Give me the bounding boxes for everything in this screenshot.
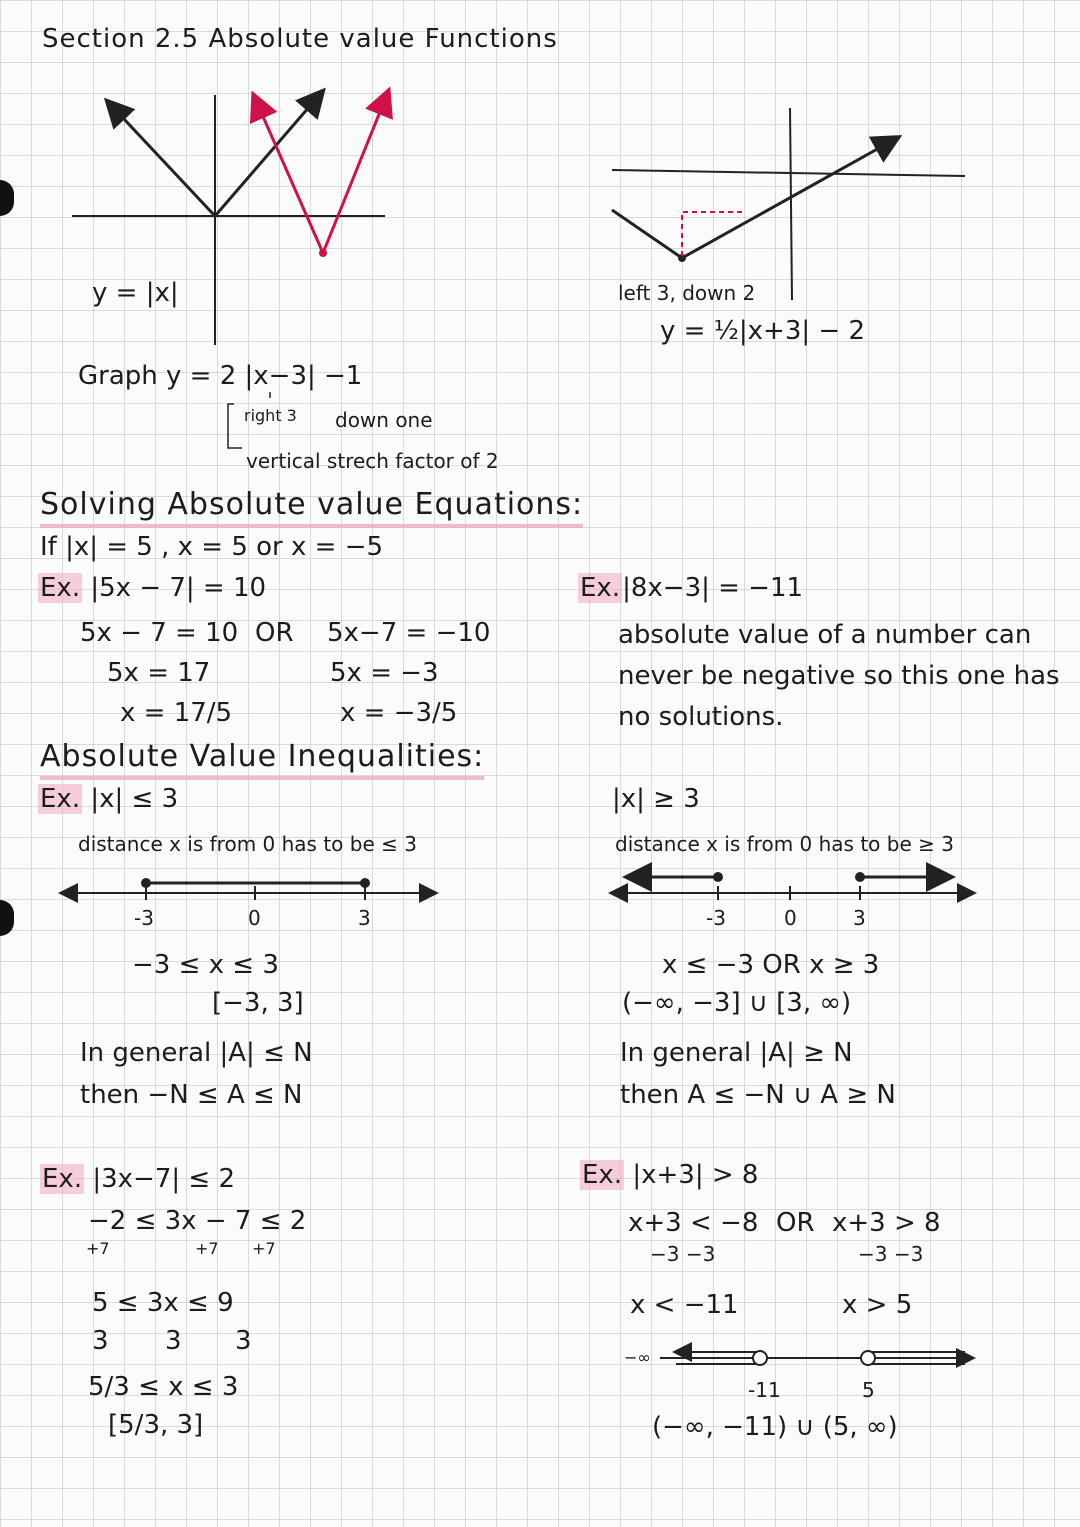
ex1-left2: 5x = 17 — [107, 658, 211, 688]
ex4-left-step1: x+3 < −8 — [628, 1208, 759, 1238]
ex4-axis-neg-inf: −∞ — [624, 1348, 651, 1367]
ineq-right-general2: then A ≤ −N ∪ A ≥ N — [620, 1080, 896, 1110]
ineq-left-general2: then −N ≤ A ≤ N — [80, 1080, 303, 1110]
section-title: Section 2.5 Absolute value Functions — [42, 24, 558, 54]
ex1-left1: 5x − 7 = 10 — [80, 618, 239, 648]
ex1-right1: 5x−7 = −10 — [327, 618, 491, 648]
ineq-right-result: x ≤ −3 OR x ≥ 3 — [662, 950, 880, 980]
graph1-label: y = |x| — [92, 278, 179, 308]
inequalities-heading-text: Absolute Value Inequalities: — [40, 739, 484, 780]
graph2-curve — [612, 138, 897, 262]
ineq-right-problem: |x| ≥ 3 — [612, 784, 700, 814]
ineq-right-tick-neg3: -3 — [706, 906, 726, 930]
ex1-label: Ex. — [40, 573, 81, 603]
graph2-equation: y = ½|x+3| − 2 — [660, 316, 865, 346]
ineq-right-tick-3: 3 — [853, 906, 866, 930]
number-line-example4 — [660, 1351, 972, 1365]
ex4-right-sub: −3 −3 — [858, 1242, 924, 1266]
note-down-one: down one — [335, 408, 433, 432]
ineq-left-result: −3 ≤ x ≤ 3 — [132, 950, 279, 980]
ex1-or: OR — [255, 618, 294, 648]
ex2-problem: |8x−3| = −11 — [622, 573, 804, 603]
ex4-or: OR — [776, 1208, 815, 1238]
ex3-div-2: 3 — [165, 1326, 182, 1356]
ex3-step2: 5 ≤ 3x ≤ 9 — [92, 1288, 234, 1318]
inequalities-heading — [40, 739, 485, 774]
number-line-right — [610, 872, 973, 900]
graph2-shift-label: left 3, down 2 — [618, 281, 756, 305]
note-right-3: right 3 — [244, 406, 297, 425]
graph-example-equation: Graph y = 2 |x−3| −1 — [78, 361, 363, 391]
ineq-left-interval: [−3, 3] — [212, 988, 304, 1018]
ineq-left-tick-3: 3 — [358, 906, 371, 930]
ex2-label: Ex. — [580, 573, 621, 603]
ex3-problem: |3x−7| ≤ 2 — [92, 1164, 235, 1194]
ex4-right-result: x > 5 — [842, 1290, 913, 1320]
ex3-label: Ex. — [42, 1164, 83, 1194]
ineq-left-tick-neg3: -3 — [134, 906, 154, 930]
ex3-div-3: 3 — [235, 1326, 252, 1356]
ex1-problem: |5x − 7| = 10 — [90, 573, 267, 603]
abs-rule: If |x| = 5 , x = 5 or x = −5 — [40, 532, 384, 562]
ex3-add-3: +7 — [252, 1239, 276, 1258]
ineq-right-note: distance x is from 0 has to be ≥ 3 — [615, 832, 954, 856]
ex4-label: Ex. — [582, 1160, 623, 1190]
ex1-left3: x = 17/5 — [120, 698, 233, 728]
ex2-line3: no solutions. — [618, 702, 784, 732]
ineq-right-tick-0: 0 — [784, 906, 797, 930]
graph1-red-curve — [254, 92, 388, 257]
ex4-tick-5: 5 — [862, 1378, 875, 1402]
ineq-left-note: distance x is from 0 has to be ≤ 3 — [78, 832, 417, 856]
ineq-right-general1: In general |A| ≥ N — [620, 1038, 853, 1068]
ex4-tick-neg11: -11 — [748, 1378, 781, 1402]
ex1-right3: x = −3/5 — [340, 698, 458, 728]
ex3-add-2: +7 — [195, 1239, 219, 1258]
ex4-left-sub: −3 −3 — [650, 1242, 716, 1266]
ex1-right2: 5x = −3 — [330, 658, 439, 688]
ineq-left-label: Ex. — [40, 784, 81, 814]
graph2-axes — [612, 108, 965, 300]
ineq-left-tick-0: 0 — [248, 906, 261, 930]
note-stretch: vertical strech factor of 2 — [246, 449, 499, 473]
ex2-line2: never be negative so this one has — [618, 661, 1060, 691]
ex2-line1: absolute value of a number can — [618, 620, 1032, 650]
ex4-right-step1: x+3 > 8 — [832, 1208, 941, 1238]
ex3-add-1: +7 — [86, 1239, 110, 1258]
number-line-left — [60, 878, 435, 900]
ex3-step1: −2 ≤ 3x − 7 ≤ 2 — [88, 1206, 307, 1236]
ineq-right-interval: (−∞, −3] ∪ [3, ∞) — [622, 988, 852, 1018]
ex4-interval: (−∞, −11) ∪ (5, ∞) — [652, 1412, 898, 1442]
ex4-problem: |x+3| > 8 — [632, 1160, 759, 1190]
equations-heading-text: Solving Absolute value Equations: — [40, 487, 583, 528]
equations-heading — [40, 487, 584, 522]
ex4-left-result: x < −11 — [630, 1290, 739, 1320]
ineq-left-general1: In general |A| ≤ N — [80, 1038, 313, 1068]
ex3-interval: [5/3, 3] — [108, 1410, 204, 1440]
ineq-left-problem: |x| ≤ 3 — [90, 784, 179, 814]
ex3-div-1: 3 — [92, 1326, 109, 1356]
ex3-step3: 5/3 ≤ x ≤ 3 — [88, 1372, 239, 1402]
